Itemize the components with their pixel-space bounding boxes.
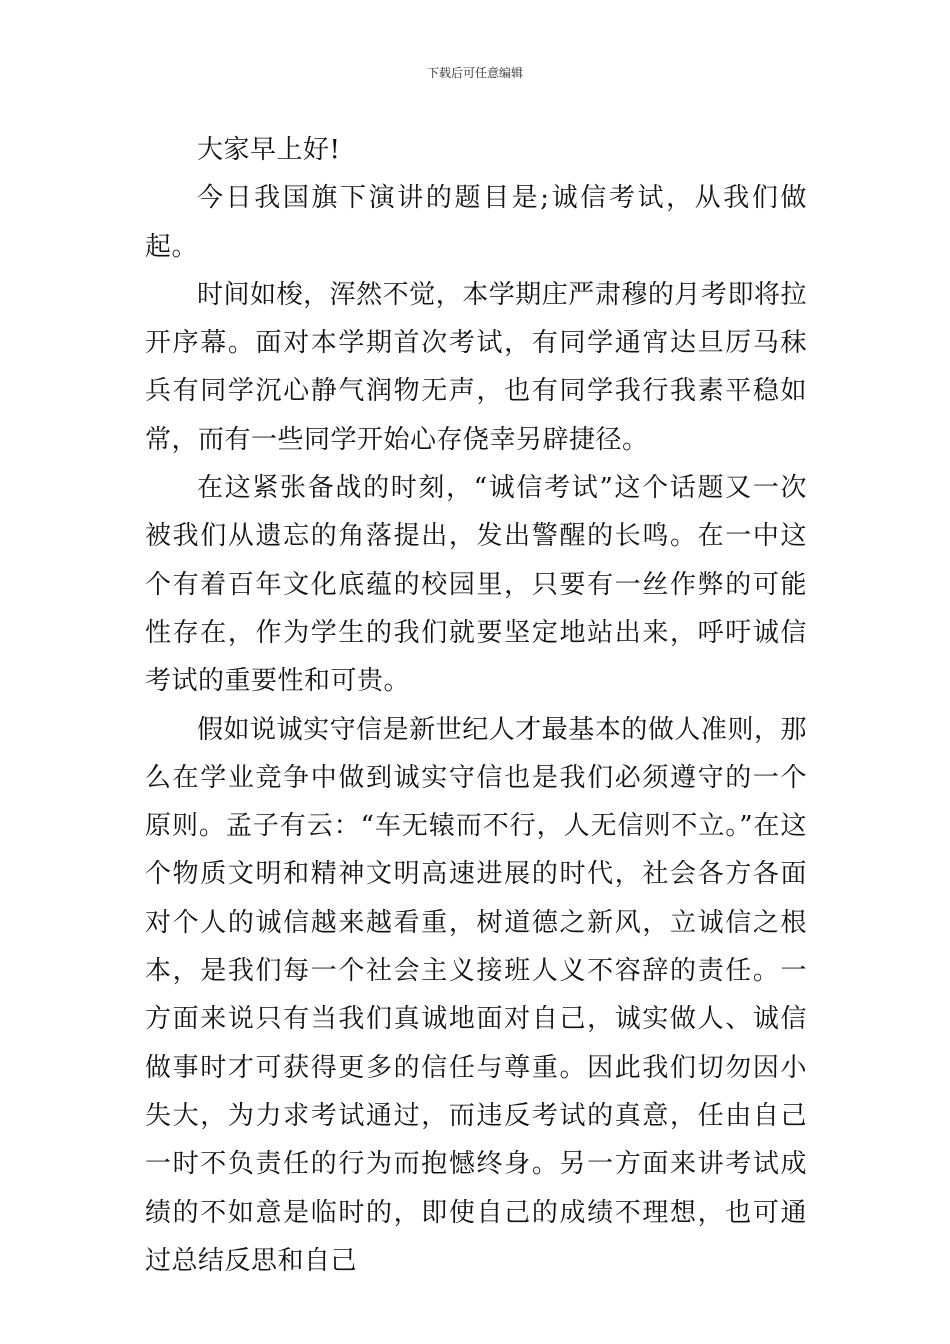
paragraph-topic: 今日我国旗下演讲的题目是;诚信考试，从我们做起。: [145, 183, 807, 262]
paragraph-integrity-call: 在这紧张备战的时刻，“诚信考试”这个话题又一次被我们从遗忘的角落提出，发出警醒的长鸣。在一中这个有着百年文化底蕴的校园里，只要有一丝作弊的可能性存在，作为学生的我们就要坚定地站出来，呼吁诚信考试的重要性和可贵。: [145, 473, 807, 697]
paragraph-greeting: 大家早上好!: [197, 135, 341, 165]
page-header-note: 下载后可任意编辑: [426, 66, 523, 80]
document-body: [145, 126, 807, 1285]
paragraph-exam-intro: 时间如梭，浑然不觉，本学期庄严肃穆的月考即将拉开序幕。面对本学期首次考试，有同学通宵达旦厉马秣兵有同学沉心静气润物无声，也有同学我行我素平稳如常，而有一些同学开始心存侥幸另辟捷径。: [145, 279, 807, 455]
paragraph-honesty-principle: 假如说诚实守信是新世纪人才最基本的做人准则，那么在学业竞争中做到诚实守信也是我们必须遵守的一个原则。孟子有云：“车无辕而不行，人无信则不立。”在这个物质文明和精神文明高速进展的时代，社会各方各面对个人的诚信越来越看重，树道德之新风，立诚信之根本，是我们每一个社会主义接班人义不容辞的责任。一方面来说只有当我们真诚地面对自己，诚实做人、诚信做事时才可获得更多的信任与尊重。因此我们切勿因小失大，为力求考试通过，而违反考试的真意，任由自己一时不负责任的行为而抱憾终身。另一方面来讲考试成绩的不如意是临时的，即使自己的成绩不理想，也可通过总结反思和自己: [145, 714, 807, 1276]
